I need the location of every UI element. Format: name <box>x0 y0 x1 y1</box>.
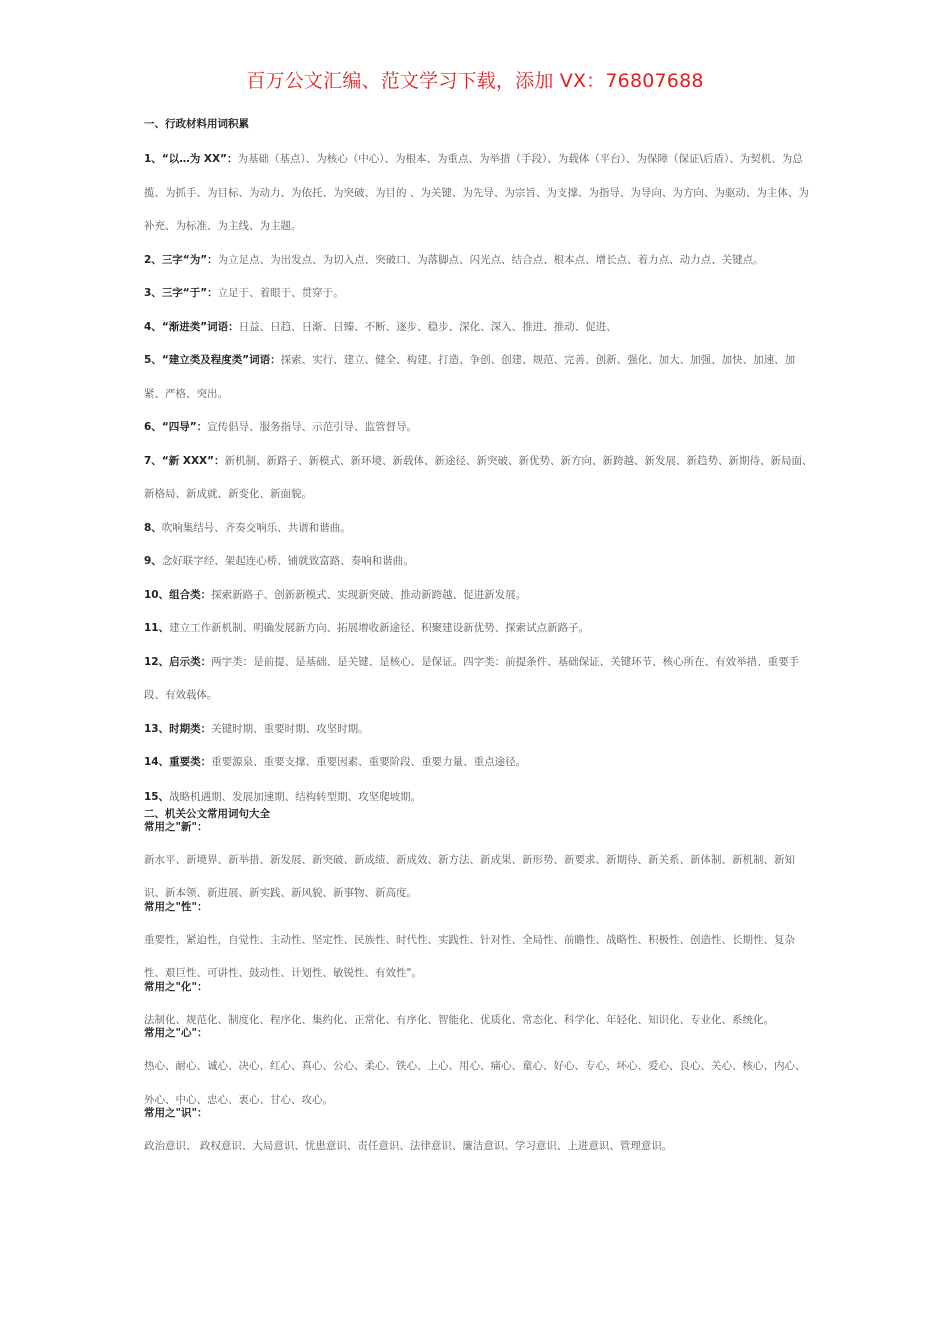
list-item: 6、“四导”：宣传倡导、服务指导、示范引导、监管督导。 <box>144 421 418 433</box>
list-item: 11、建立工作新机制、明确发展新方向、拓展增收新途径、积聚建设新优势、探索试点新路子。 <box>144 622 590 634</box>
section-2-groups <box>144 821 814 1164</box>
list-item: 12、启示类：两字类：是前提、是基础、是关键、是核心、是保证。四字类：前提条件、基础保证、关键环节、核心所在、有效举措、重要手段、有效载体。 <box>144 655 800 701</box>
page-banner: 百万公文汇编、范文学习下载，添加 VX：76807688 <box>246 70 704 92</box>
group-heading-new: 常用之"新"： <box>144 820 208 833</box>
list-item: 7、“新 XXX”：新机制、新路子、新模式、新环境、新载体、新途径、新突破、新优势、新方向、新跨越、新发展、新趋势、新期待、新局面、新格局、新成就、新变化、新面貌。 <box>144 454 813 500</box>
group-text-hua: 法制化、规范化、制度化、程序化、集约化、正常化、有序化、智能化、优质化、常态化、科学化、年轻化、知识化、专业化、系统化。 <box>144 1013 774 1026</box>
list-item: 14、重要类：重要源泉、重要支撑、重要因素、重要阶段、重要力量、重点途径。 <box>144 756 527 768</box>
group-text-xing: 重要性，紧迫性，自觉性、主动性、坚定性、民族性、时代性、实践性、针对性、全局性、前瞻性、战略性、积极性、创造性、长期性、复杂性、艰巨性、可讲性、鼓动性、计划性、敏锐性、有效性"。 <box>144 933 795 979</box>
list-item: 4、“渐进类”词语：日益、日趋、日渐、日臻、不断、逐步、稳步、深化、深入、推进、推动、促进、 <box>144 320 617 333</box>
list-item: 5、“建立类及程度类”词语：探索、实行、建立、健全、构建、打造、争创、创建、规范、完善、创新、强化、加大、加强、加快、加速、加紧、严格、突出。 <box>144 354 796 400</box>
list-item: 15、战略机遇期、发展加速期、结构转型期、攻坚爬坡期。 <box>144 790 422 803</box>
section-1-title: 一、行政材料用词积累 <box>144 118 249 130</box>
group-text-new: 新水平、新境界、新举措、新发展、新突破、新成绩、新成效、新方法、新成果、新形势、新要求、新期待、新关系、新体制、新机制、新知识、新本领、新进展、新实践、新风貌、新事物、新高度。 <box>144 853 795 899</box>
group-heading-shi: 常用之"识"： <box>144 1107 208 1119</box>
list-item: 9、念好联字经、架起连心桥、铺就致富路、奏响和谐曲。 <box>144 555 414 567</box>
group-text-xin: 热心、耐心、诚心、决心、红心、真心、公心、柔心、铁心、上心、用心、痛心、童心、好心、专心、坏心、爱心、良心、关心、核心、内心、外心、中心、忠心、衷心、甘心、攻心。 <box>144 1060 806 1106</box>
list-item: 3、三字“于”：立足于、着眼于、贯穿于。 <box>144 287 344 299</box>
document-content <box>144 116 814 1164</box>
group-text-shi: 政治意识、 政权意识、大局意识、忧患意识、责任意识、法律意识、廉洁意识、学习意识、上进意识、管理意识。 <box>144 1140 673 1152</box>
group-heading-xing: 常用之"性"： <box>144 900 208 913</box>
list-item: 13、时期类：关键时期、重要时期、攻坚时期。 <box>144 722 369 735</box>
list-item: 8、吹响集结号、齐奏交响乐、共谱和谐曲。 <box>144 521 351 534</box>
list-item: 2、三字“为”：为立足点、为出发点、为切入点、突破口、为落脚点、闪光点、结合点、根本点、增长点、着力点、动力点、关键点。 <box>144 253 764 266</box>
section-2-title: 二、机关公文常用词句大全 <box>144 807 270 820</box>
group-heading-hua: 常用之"化"： <box>144 980 208 993</box>
section-1-list <box>144 143 814 808</box>
list-item: 10、组合类：探索新路子、创新新模式、实现新突破、推动新跨越、促进新发展。 <box>144 588 527 601</box>
group-heading-xin: 常用之"心"： <box>144 1027 208 1039</box>
list-item: 1、“以…为 XX”：为基础（基点）、为核心（中心）、为根本、为重点、为举措（手段）、为载体（平台）、为保障（保证\后盾）、为契机、为总揽、为抓手、为目标、为动力、为依托、为突破、为目的 、为关键、为先导、为宗旨、为支撑、为指导、为导向、为方向、为驱动、为主体、为补充、为标准、为主线、为主题。 <box>144 153 809 232</box>
